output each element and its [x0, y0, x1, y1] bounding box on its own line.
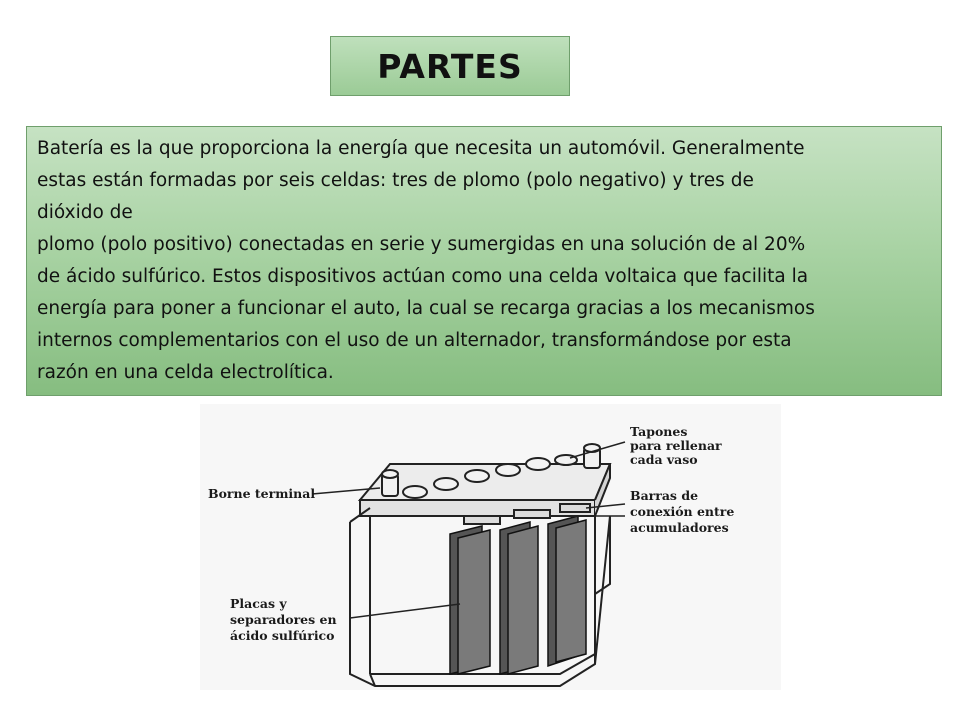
text-line: plomo (polo positivo) conectadas en serie y sumergidas en una solución de al 20% [37, 234, 806, 255]
text-line: razón en una celda electrolítica. [37, 362, 334, 383]
label-borne: Borne terminal [208, 486, 316, 501]
battery-illustration [200, 404, 781, 690]
battery-diagram [200, 404, 781, 690]
lead-plates [450, 516, 586, 674]
text-line: internos complementarios con el uso de un alternador, transformándose por esta [37, 330, 792, 351]
label-tapones-2: para rellenar [630, 438, 722, 453]
description-box [26, 126, 942, 396]
label-tapones-1: Tapones [630, 424, 688, 439]
label-barras-1: Barras de [630, 488, 699, 503]
label-placas-1: Placas y [230, 596, 287, 611]
text-line: dióxido de [37, 202, 133, 223]
text-line: energía para poner a funcionar el auto, la cual se recarga gracias a los mecanismos [37, 298, 815, 319]
label-tapones-3: cada vaso [630, 452, 698, 467]
page-title: PARTES [377, 46, 523, 86]
text-line: estas están formadas por seis celdas: tres de plomo (polo negativo) y tres de [37, 170, 754, 191]
text-line: Batería es la que proporciona la energía que necesita un automóvil. Generalmente [37, 138, 805, 159]
label-placas-2: separadores en [230, 612, 337, 627]
label-barras-2: conexión entre [630, 504, 735, 519]
title-box [330, 36, 570, 96]
label-placas-3: ácido sulfúrico [230, 628, 335, 643]
text-line: de ácido sulfúrico. Estos dispositivos actúan como una celda voltaica que facilita la [37, 266, 809, 287]
label-barras-3: acumuladores [630, 520, 729, 535]
description-text [37, 133, 931, 389]
